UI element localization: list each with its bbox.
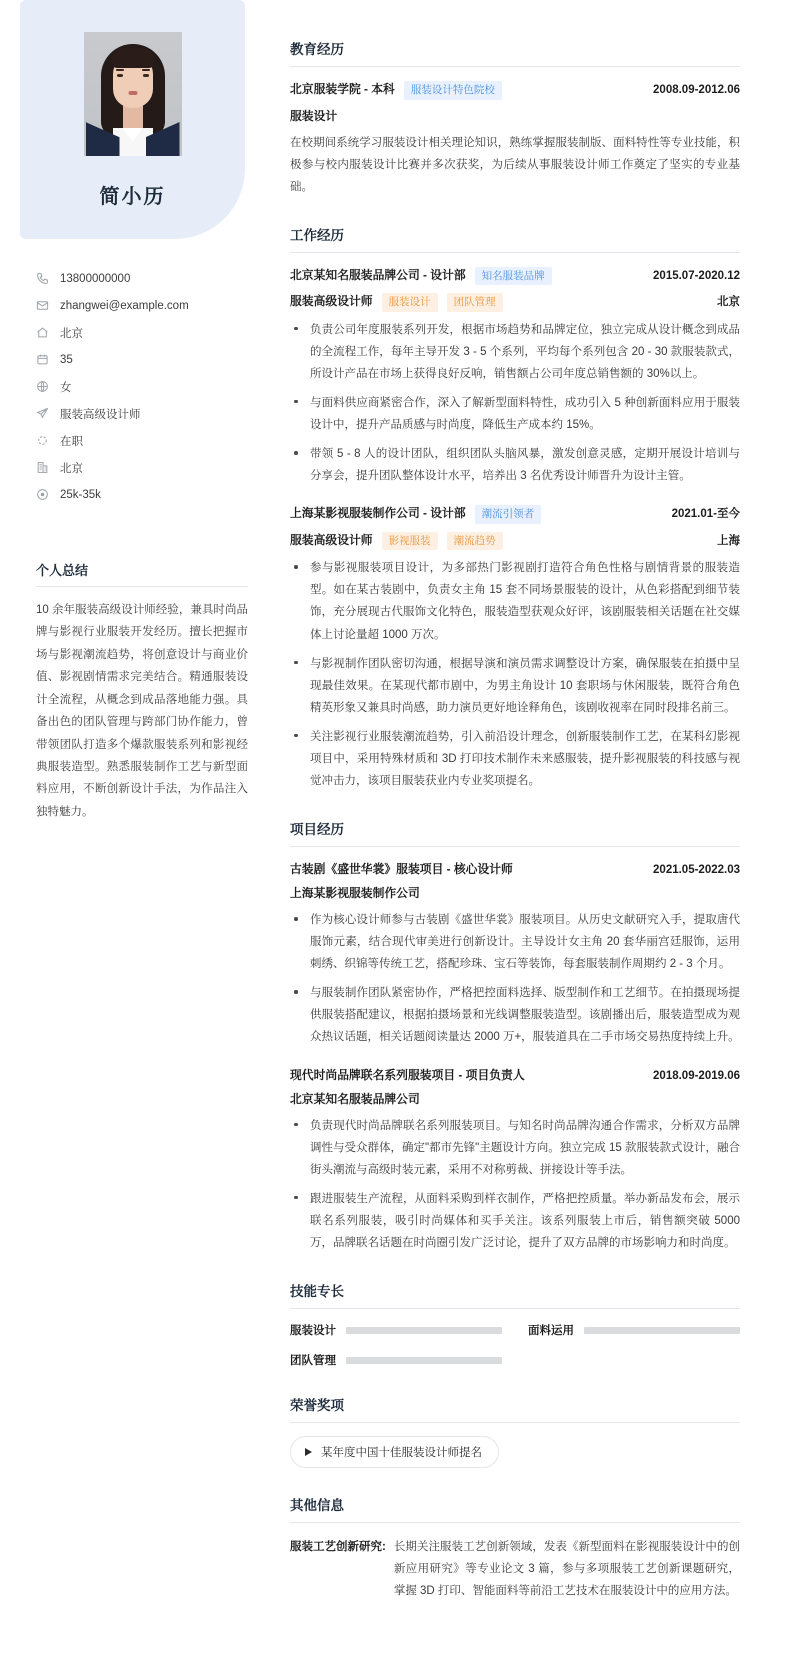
contact-list	[0, 265, 270, 508]
project-date: 2018.09-2019.06	[653, 1069, 740, 1082]
paper-plane-icon	[36, 407, 49, 420]
projects-title: 项目经历	[290, 818, 740, 847]
contact-row-job-title	[36, 400, 248, 427]
work-date: 2021.01-至今	[671, 508, 740, 521]
work-location: 上海	[717, 534, 740, 547]
bullet-item: 负责现代时尚品牌联名系列服装项目。与知名时尚品牌沟通合作需求，分析双方品牌调性与受众群体，确定"都市先锋"主题设计方向。独立完成 15 款服装款式设计，融合街头潮流与高级时装元素，采用不对称剪裁、拼接设计等手法。	[290, 1115, 740, 1181]
company-name: 上海某影视服装制作公司 - 设计部	[290, 506, 466, 521]
education-title: 教育经历	[290, 38, 740, 67]
company-tag: 潮流引领者	[475, 505, 542, 524]
other-info-label: 服装工艺创新研究:	[290, 1541, 386, 1553]
work-section	[290, 224, 740, 792]
work-role: 服装高级设计师	[290, 532, 373, 547]
contact-row-status	[36, 427, 248, 454]
bullet-item: 作为核心设计师参与古装剧《盛世华裳》服装项目。从历史文献研究入手，提取唐代服饰元素，结合现代审美进行创新设计。主导设计女主角 20 套华丽宫廷服饰，运用刺绣、织锦等传统工艺，搭配珍珠、宝石等装饰，每套服装制作周期约 2 - 3 个月。	[290, 909, 740, 975]
skill-name: 服装设计	[290, 1325, 336, 1337]
gender-icon	[36, 380, 49, 393]
contact-row-phone	[36, 265, 248, 292]
work-bullets	[290, 557, 740, 792]
bullet-item: 与面料供应商紧密合作，深入了解新型面料特性，成功引入 5 种创新面料应用于服装设计中，提升产品质感与时尚度，降低生产成本约 15%。	[290, 392, 740, 436]
bullet-item: 关注影视行业服装潮流趋势，引入前沿设计理念，创新服装制作工艺，在某科幻影视项目中，采用特殊材质和 3D 打印技术制作未来感服装，提升影视服装的科技感与视觉冲击力，该项目服装获业内专业奖项提名。	[290, 726, 740, 792]
other-info-row	[290, 1536, 740, 1602]
company-name: 北京某知名服装品牌公司 - 设计部	[290, 267, 466, 282]
calendar-icon	[36, 353, 49, 366]
summary-title: 个人总结	[36, 560, 248, 587]
profile-name: 简小历	[99, 186, 166, 208]
skill-name: 面料运用	[528, 1325, 574, 1337]
work-entry	[290, 504, 740, 792]
bullet-item: 跟进服装生产流程，从面料采购到样衣制作，严格把控质量。举办新品发布会，展示联名系列服装，吸引时尚媒体和买手关注。该系列服装上市后，销售额突破 5000 万，品牌联名话题在时尚圈引发广泛讨论，提升了双方品牌的市场影响力和时尚度。	[290, 1188, 740, 1254]
other-info-value: 长期关注服装工艺创新领域，发表《新型面料在影视服装设计中的创新应用研究》等专业论文 3 篇，参与多项服装工艺创新课题研究，掌握 3D 打印、智能面料等前沿工艺技术在服装设计中的应用方法。	[393, 1541, 740, 1598]
contact-value: 北京	[60, 462, 83, 475]
contact-row-work-city	[36, 454, 248, 481]
project-bullets	[290, 1115, 740, 1254]
contact-value: zhangwei@example.com	[60, 299, 189, 312]
skills-section	[290, 1280, 740, 1368]
skill-progress-track	[346, 1327, 502, 1334]
honors-section	[290, 1394, 740, 1468]
contact-value: 服装高级设计师	[60, 408, 141, 421]
role-tag: 团队管理	[447, 293, 503, 312]
contact-row-salary	[36, 481, 248, 508]
contact-value: 在职	[60, 435, 83, 448]
work-location: 北京	[717, 296, 740, 309]
honor-item[interactable]	[290, 1436, 499, 1468]
sidebar	[0, 0, 270, 863]
play-triangle-icon	[305, 1448, 312, 1456]
contact-value: 25k-35k	[60, 488, 101, 501]
skills-title: 技能专长	[290, 1280, 740, 1309]
skill-row	[290, 1322, 502, 1338]
project-company: 北京某知名服装品牌公司	[290, 1091, 420, 1106]
contact-row-age	[36, 346, 248, 373]
education-section	[290, 38, 740, 198]
contact-value: 北京	[60, 327, 83, 340]
education-major: 服装设计	[290, 108, 338, 123]
other-info-title: 其他信息	[290, 1494, 740, 1523]
education-date: 2008.09-2012.06	[653, 84, 740, 96]
bullet-item: 带领 5 - 8 人的设计团队，组织团队头脑风暴，激发创意灵感，定期开展设计培训与分享会，提升团队整体设计水平，培养出 3 名优秀设计师晋升为设计主管。	[290, 443, 740, 487]
contact-row-gender	[36, 373, 248, 400]
honors-title: 荣誉奖项	[290, 1394, 740, 1423]
company-tag: 知名服装品牌	[475, 267, 552, 286]
bullet-item: 与服装制作团队紧密协作，严格把控面料选择、版型制作和工艺细节。在拍摄现场提供服装搭配建议，根据拍摄场景和光线调整服装造型。该剧播出后，服装造型成为观众热议话题，相关话题阅读量达 2000 万+，服装道具在二手市场交易热度持续上升。	[290, 982, 740, 1048]
skill-progress-track	[584, 1327, 740, 1334]
education-entry	[290, 80, 740, 198]
education-desc: 在校期间系统学习服装设计相关理论知识，熟练掌握服装制版、面料特性等专业技能，积极参与校内服装设计比赛并多次获奖，为后续从事服装设计师工作奠定了坚实的专业基础。	[290, 136, 740, 193]
other-info-section	[290, 1494, 740, 1602]
profile-panel	[20, 0, 245, 239]
skills-grid	[290, 1322, 740, 1368]
school-tag: 服装设计特色院校	[404, 81, 502, 100]
project-entry	[290, 860, 740, 1048]
work-bullets	[290, 319, 740, 488]
bullet-item: 参与影视服装项目设计，为多部热门影视剧打造符合角色性格与剧情背景的服装造型。如在某古装剧中，负责女主角 15 套不同场景服装的设计，从色彩搭配到细节装饰，充分展现古代服饰文化特色，服装造型获观众好评，该剧服装相关话题在社交媒体上讨论量超 1000 万次。	[290, 557, 740, 645]
project-date: 2021.05-2022.03	[653, 864, 740, 877]
contact-value: 35	[60, 353, 73, 366]
school-name: 北京服装学院 - 本科	[290, 82, 395, 96]
skill-row	[528, 1322, 740, 1338]
building-icon	[36, 461, 49, 474]
role-tag: 影视服装	[382, 532, 438, 551]
contact-value: 13800000000	[60, 272, 131, 285]
skill-progress-track	[346, 1357, 502, 1364]
honors-list	[290, 1436, 740, 1468]
status-icon	[36, 434, 49, 447]
project-entry	[290, 1066, 740, 1254]
project-bullets	[290, 909, 740, 1048]
skill-name: 团队管理	[290, 1355, 336, 1367]
role-tag: 潮流趋势	[447, 532, 503, 551]
work-title: 工作经历	[290, 224, 740, 253]
contact-value: 女	[60, 381, 72, 394]
portrait-photo	[84, 32, 182, 156]
summary-section	[0, 560, 270, 823]
bullet-item: 负责公司年度服装系列开发，根据市场趋势和品牌定位，独立完成从设计概念到成品的全流程工作，每年主导开发 3 - 5 个系列，平均每个系列包含 20 - 30 款服装款式，所设计产品在市场上获得良好反响，销售额占公司年度总销售额的 30%以上。	[290, 319, 740, 385]
role-tag: 服装设计	[382, 293, 438, 312]
project-name: 古装剧《盛世华裳》服装项目 - 核心设计师	[290, 862, 513, 877]
contact-row-hometown	[36, 319, 248, 346]
salary-icon	[36, 488, 49, 501]
project-company: 上海某影视服装制作公司	[290, 886, 420, 901]
summary-text: 10 余年服装高级设计师经验，兼具时尚品牌与影视行业服装开发经历。擅长把握市场与影视潮流趋势，将创意设计与商业价值、影视剧情需求完美结合。精通服装设计全流程，从概念到成品落地能力强。具备出色的团队管理与跨部门协作能力，曾带领团队打造多个爆款服装系列和影视经典服装造型。熟悉服装制作工艺与新型面料应用，不断创新设计手法，为作品注入独特魅力。	[36, 604, 248, 818]
phone-icon	[36, 272, 49, 285]
home-icon	[36, 326, 49, 339]
project-name: 现代时尚品牌联名系列服装项目 - 项目负责人	[290, 1067, 525, 1082]
work-date: 2015.07-2020.12	[653, 269, 740, 282]
bullet-item: 与影视制作团队密切沟通，根据导演和演员需求调整设计方案，确保服装在拍摄中呈现最佳效果。在某现代都市剧中，为男主角设计 10 套职场与休闲服装，既符合角色精英形象又兼具时尚感，助力演员更好地诠释角色，该剧收视率在同时段排名前三。	[290, 653, 740, 719]
main-content	[290, 0, 794, 1668]
projects-section	[290, 818, 740, 1254]
contact-row-email	[36, 292, 248, 319]
work-entry	[290, 266, 740, 488]
envelope-icon	[36, 299, 49, 312]
honor-label: 某年度中国十佳服装设计师提名	[321, 1447, 482, 1459]
skill-row	[290, 1352, 502, 1368]
work-role: 服装高级设计师	[290, 294, 373, 309]
